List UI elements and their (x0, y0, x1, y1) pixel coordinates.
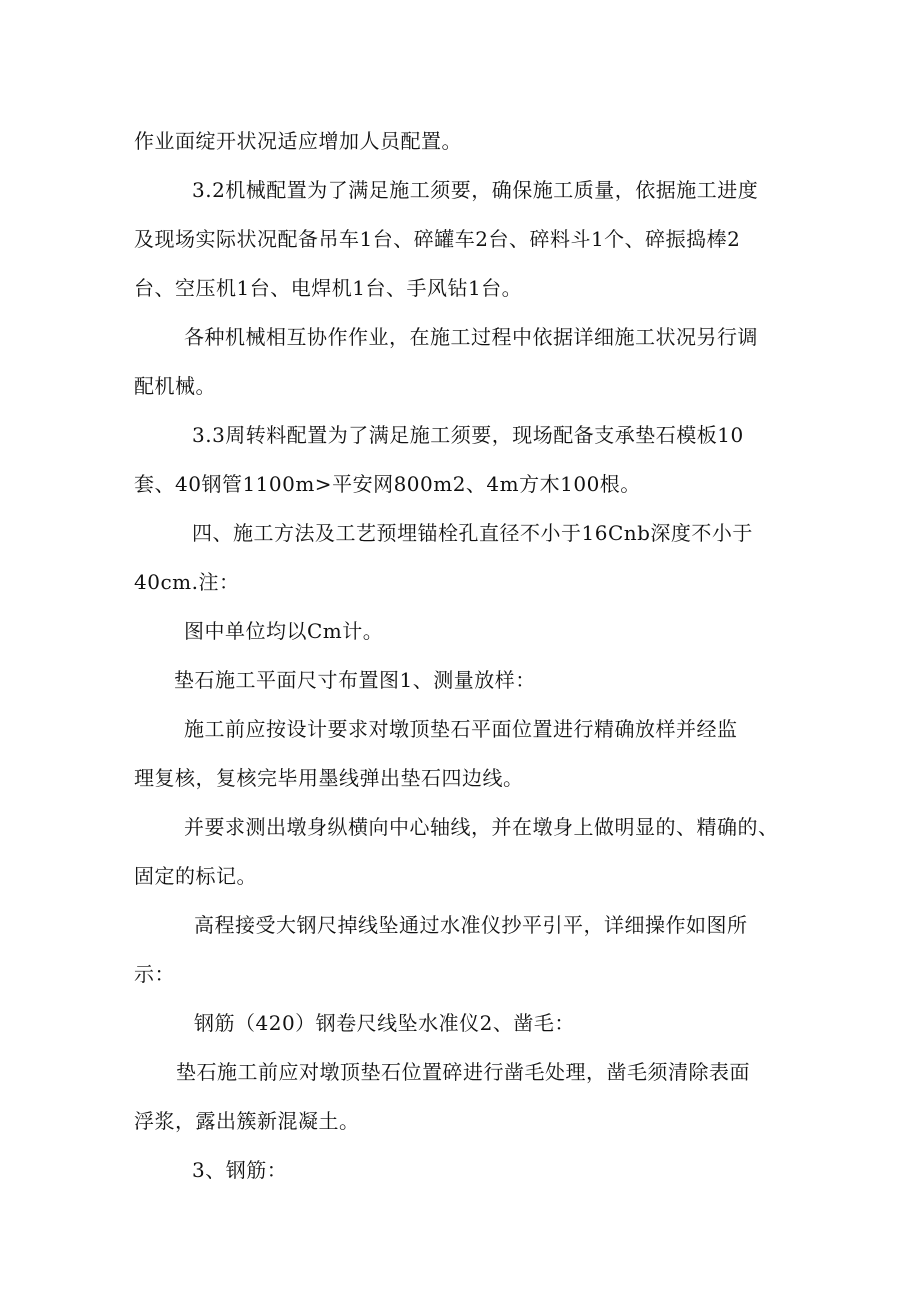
text-line: 并要求测出墩身纵横向中心轴线，并在墩身上做明显的、精确的、 (184, 815, 779, 839)
text-line: 浮浆，露出簇新混凝土。 (134, 1109, 360, 1133)
text-line: 套、40钢管1100m>平安网800m2、4m方木100根。 (134, 472, 641, 496)
text-line: 垫石施工平面尺寸布置图1、测量放样： (174, 668, 536, 692)
text-line: 3、钢筋： (192, 1158, 288, 1182)
text-line: 高程接受大钢尺掉线坠通过水准仪抄平引平，详细操作如图所 (194, 913, 748, 937)
text-line: 作业面绽开状况适应增加人员配置。 (134, 129, 462, 153)
text-line: 理复核，复核完毕用墨线弹出垫石四边线。 (134, 766, 524, 790)
text-line: 示： (134, 962, 175, 986)
text-line: 四、施工方法及工艺预埋锚栓孔直径不小于16Cnb深度不小于 (192, 521, 753, 545)
text-line: 3.3周转料配置为了满足施工须要，现场配备支承垫石模板10 (192, 423, 744, 447)
text-line: 施工前应按设计要求对墩顶垫石平面位置进行精确放样并经监 (184, 717, 738, 741)
text-line: 3.2机械配置为了满足施工须要，确保施工质量，依据施工进度 (192, 178, 759, 202)
text-line: 40cm.注： (134, 570, 240, 594)
text-line: 钢筋（420）钢卷尺线坠水准仪2、凿毛： (194, 1011, 575, 1035)
text-line: 固定的标记。 (134, 864, 257, 888)
text-line: 图中单位均以Cm计。 (184, 619, 384, 643)
text-line: 各种机械相互协作作业，在施工过程中依据详细施工状况另行调 (184, 325, 758, 349)
text-line: 垫石施工前应对墩顶垫石位置碎进行凿毛处理，凿毛须清除表面 (176, 1060, 750, 1084)
text-line: 及现场实际状况配备吊车1台、碎罐车2台、碎料斗1个、碎振捣棒2 (134, 227, 741, 251)
text-line: 台、空压机1台、电焊机1台、手风钻1台。 (134, 276, 523, 300)
text-line: 配机械。 (134, 374, 216, 398)
